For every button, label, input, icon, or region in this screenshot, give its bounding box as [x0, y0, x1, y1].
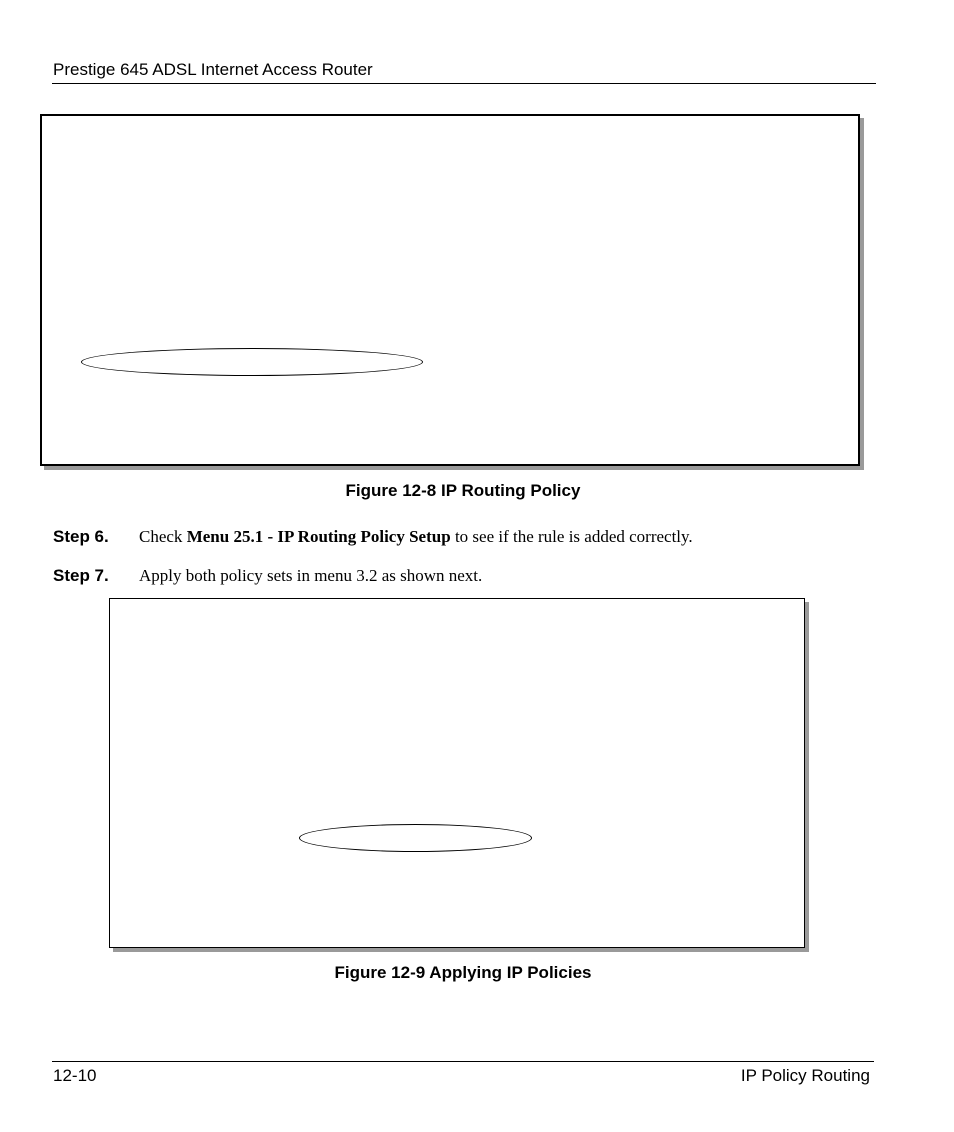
figure-caption: Figure 12-9 Applying IP Policies	[334, 963, 592, 982]
highlight-ellipse	[81, 348, 423, 376]
page-header-title: Prestige 645 ADSL Internet Access Router	[53, 60, 373, 79]
step-text: Apply both policy sets in menu 3.2 as shown next.	[139, 566, 483, 585]
step-text	[139, 527, 693, 547]
step-label: Step 6.	[53, 527, 109, 546]
footer-divider	[52, 1061, 874, 1062]
page-number: 12-10	[53, 1066, 97, 1085]
figure-12-8-screen	[40, 114, 860, 466]
step-text-lead: Check	[139, 527, 187, 546]
figure-12-9-screen	[109, 598, 805, 948]
menu-reference: Menu 25.1 - IP Routing Policy Setup	[186, 527, 451, 546]
section-title: IP Policy Routing	[740, 1066, 870, 1085]
highlight-ellipse	[299, 824, 532, 852]
step-text-tail: to see if the rule is added correctly.	[450, 527, 693, 546]
header-divider	[52, 83, 876, 84]
figure-caption: Figure 12-8 IP Routing Policy	[345, 481, 581, 500]
step-label: Step 7.	[53, 566, 109, 585]
